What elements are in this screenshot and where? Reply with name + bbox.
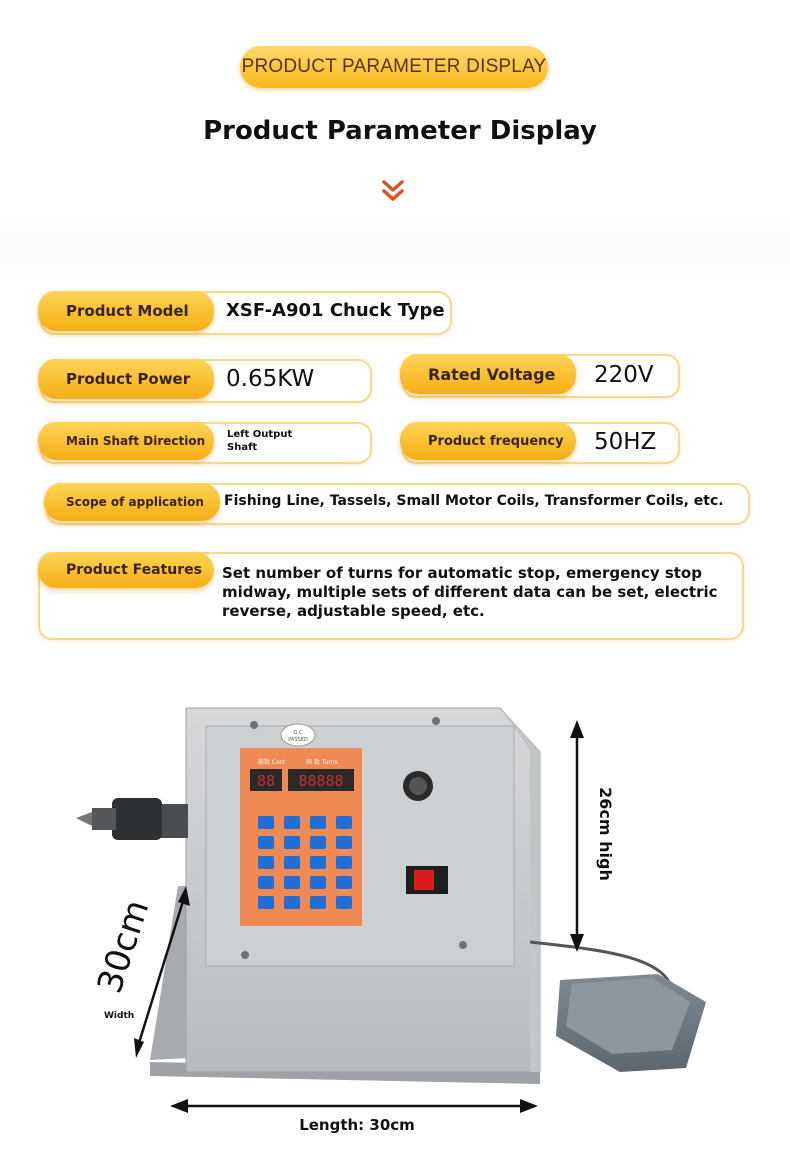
chevron-down-icon	[379, 178, 407, 206]
param-value-scope: Fishing Line, Tassels, Small Motor Coils, Transformer Coils, etc.	[224, 493, 724, 509]
param-label-voltage: Rated Voltage	[400, 354, 576, 394]
svg-text:88: 88	[256, 772, 276, 790]
param-value-model: XSF-A901 Chuck Type	[226, 300, 445, 321]
width-label: 30cm	[89, 895, 158, 998]
svg-text:Q.C: Q.C	[293, 730, 303, 736]
speed-knob	[403, 771, 433, 801]
width-caption: Width	[104, 1011, 135, 1021]
product-photo	[0, 680, 790, 1159]
param-label-power: Product Power	[38, 359, 214, 399]
param-value-voltage: 220V	[594, 362, 654, 388]
power-switch	[406, 866, 448, 894]
section-banner: PRODUCT PARAMETER DISPLAY	[240, 46, 548, 88]
drill-chuck	[76, 798, 188, 840]
machine-body	[186, 708, 540, 1072]
param-label-features: Product Features	[38, 552, 214, 588]
separator-band	[0, 212, 790, 282]
page-title: Product Parameter Display	[203, 116, 597, 146]
param-value-frequency: 50HZ	[594, 429, 657, 455]
foot-pedal	[556, 974, 706, 1072]
length-dimension	[170, 1099, 538, 1134]
height-label: 26cm high	[596, 787, 615, 881]
control-panel	[240, 748, 362, 926]
length-label: Length: 30cm	[299, 1116, 415, 1134]
svg-text:圈 数 Turns: 圈 数 Turns	[306, 759, 338, 766]
param-value-power: 0.65KW	[226, 366, 315, 392]
height-dimension	[570, 720, 615, 952]
param-value-features: Set number of turns for automatic stop, emergency stop midway, multiple sets of different data can be set, electric reverse, adjustable speed, etc.	[222, 564, 718, 620]
qc-sticker	[281, 724, 315, 746]
svg-text:PASSED: PASSED	[288, 737, 308, 743]
param-label-frequency: Product frequency	[400, 422, 576, 460]
svg-text:88888: 88888	[298, 772, 344, 790]
param-value-shaft: Left Output Shaft	[227, 429, 293, 453]
param-label-scope: Scope of application	[44, 483, 220, 521]
param-label-model: Product Model	[38, 291, 214, 331]
svg-text:路数 Cort: 路数 Cort	[258, 759, 285, 766]
param-label-shaft: Main Shaft Direction	[38, 422, 214, 460]
